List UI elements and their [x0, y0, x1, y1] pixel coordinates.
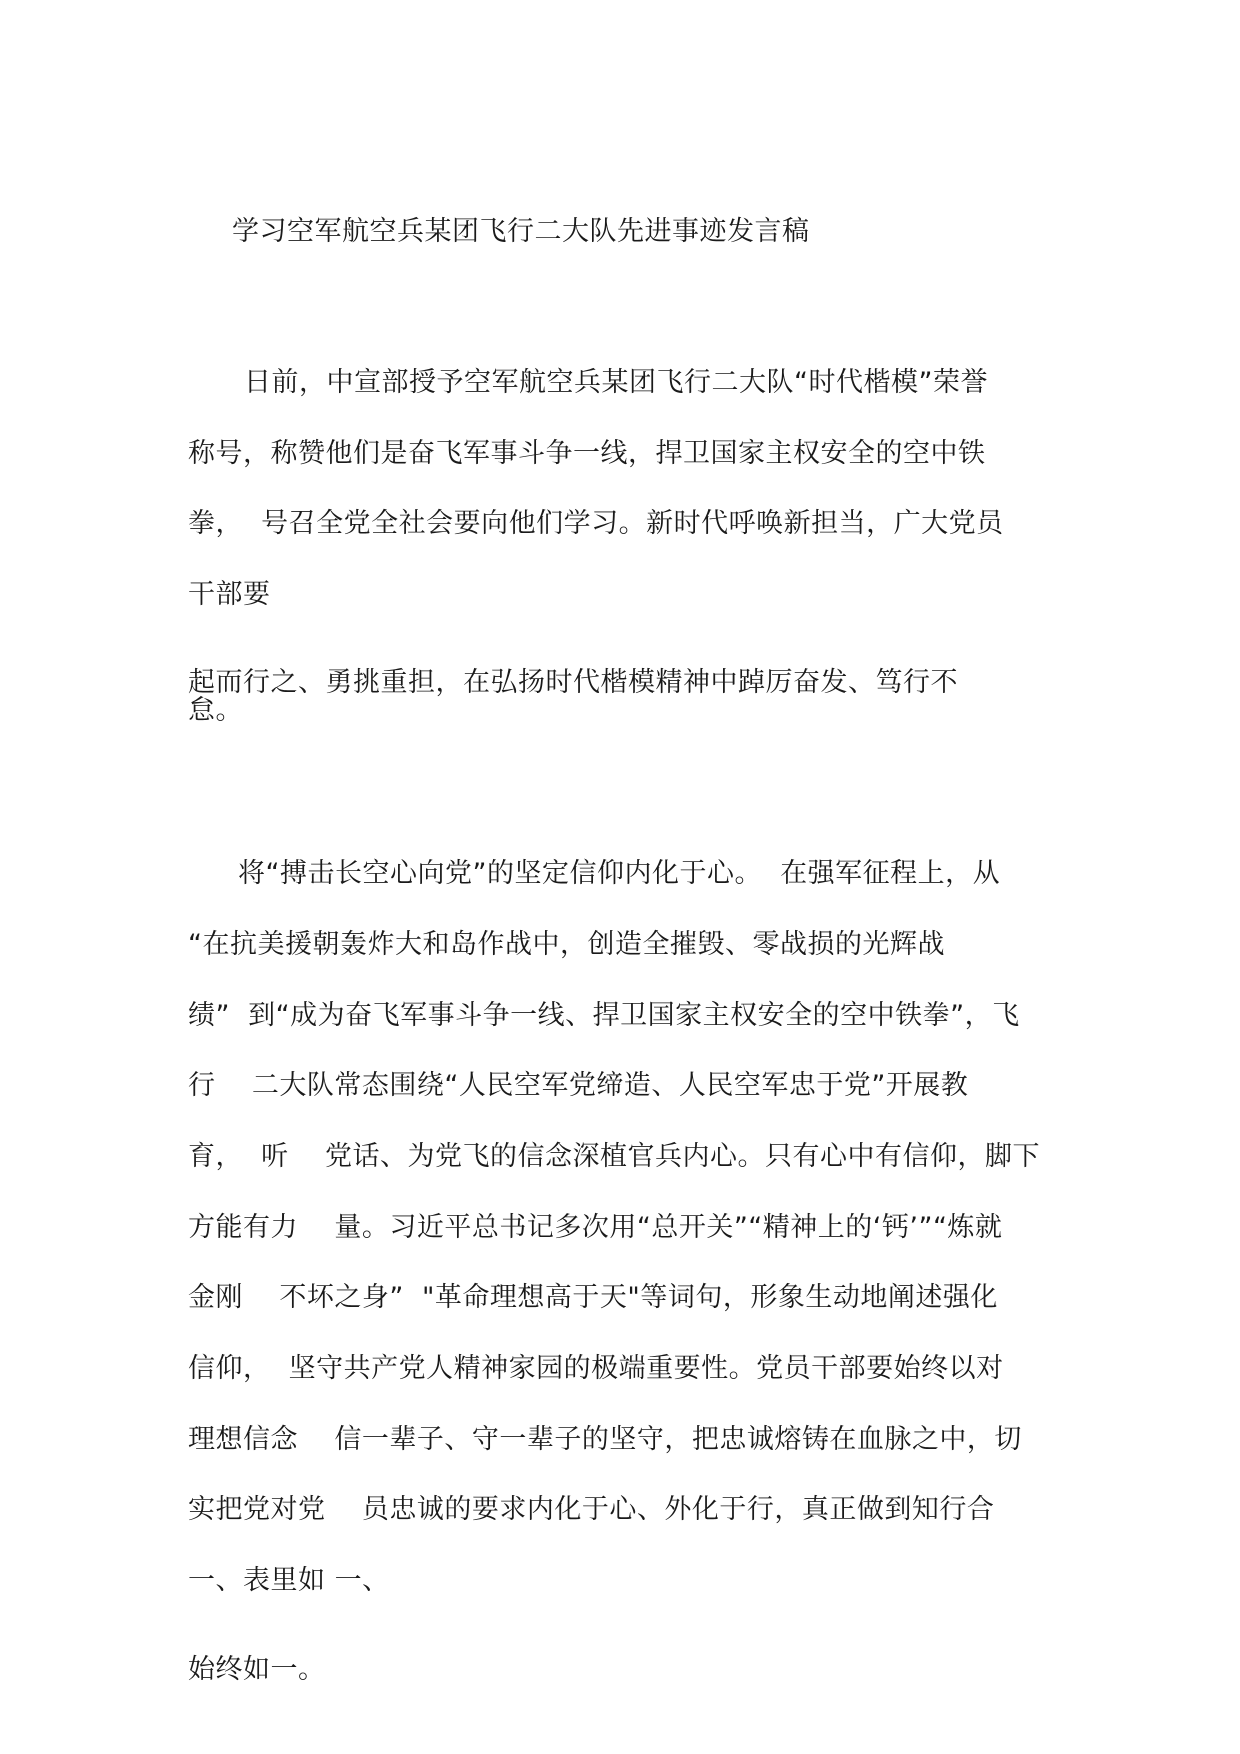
paragraph-2-line-9: 理想信念 信一辈子、守一辈子的坚守，把忠诚熔铸在血脉之中，切 — [188, 1424, 1022, 1455]
paragraph-2-line-10: 实把党对党 员忠诚的要求内化于心、外化于行，真正做到知行合 — [188, 1494, 995, 1525]
paragraph-1-line-6: 怠。 — [188, 695, 243, 726]
paragraph-2-line-12: 始终如一。 — [188, 1654, 326, 1685]
paragraph-1-line-5: 起而行之、勇挑重担，在弘扬时代楷模精神中踔厉奋发、笃行不 — [188, 667, 958, 698]
paragraph-1-line-1: 日前，中宣部授予空军航空兵某团飞行二大队“时代楷模”荣誉 — [244, 367, 988, 398]
paragraph-2-line-4: 行 二大队常态围绕“人民空军党缔造、人民空军忠于党”开展教 — [188, 1070, 969, 1101]
paragraph-2-line-3: 绩” 到“成为奋飞军事斗争一线、捍卫国家主权安全的空中铁拳”，飞 — [188, 1000, 1020, 1031]
paragraph-1-line-4: 干部要 — [188, 579, 271, 610]
paragraph-2-line-8: 信仰， 坚守共产党人精神家园的极端重要性。党员干部要始终以对 — [188, 1353, 1004, 1384]
paragraph-2-line-2: “在抗美援朝轰炸大和岛作战中，创造全摧毁、零战损的光辉战 — [188, 929, 945, 960]
paragraph-2-line-6: 方能有力 量。习近平总书记多次用“总开关”“精神上的‘钙’”“炼就 — [188, 1212, 1003, 1243]
document-title: 学习空军航空兵某团飞行二大队先进事迹发言稿 — [232, 216, 810, 247]
paragraph-2-line-11: 一、表里如 一、 — [188, 1565, 390, 1596]
paragraph-1-line-3: 拳， 号召全党全社会要向他们学习。新时代呼唤新担当，广大党员 — [188, 508, 1004, 539]
paragraph-1-line-2: 称号，称赞他们是奋飞军事斗争一线，捍卫国家主权安全的空中铁 — [188, 438, 986, 469]
paragraph-2-line-5: 育， 听 党话、为党飞的信念深植官兵内心。只有心中有信仰，脚下 — [188, 1141, 1040, 1172]
paragraph-2-line-7: 金刚 不坏之身” "革命理想高于天"等词句，形象生动地阐述强化 — [188, 1282, 998, 1313]
paragraph-2-line-1: 将“搏击长空心向党”的坚定信仰内化于心。 在强军征程上，从 — [238, 858, 1001, 889]
